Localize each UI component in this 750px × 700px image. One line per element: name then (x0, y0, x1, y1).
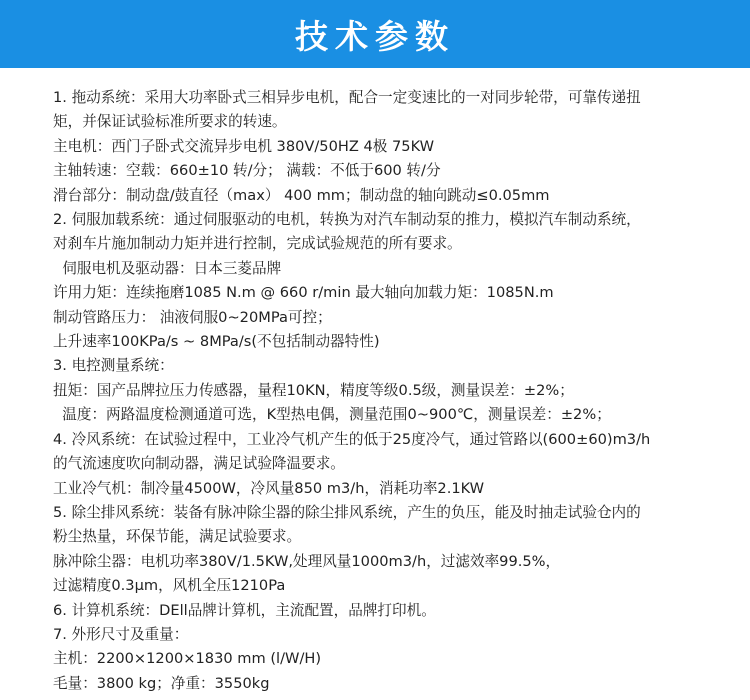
spec-text-block (0, 68, 750, 696)
spec-line: 扭矩：国产品牌拉压力传感器，量程10KN，精度等级0.5级，测量误差：±2%； (53, 381, 574, 399)
spec-line: 粉尘热量，环保节能，满足试验要求。 (53, 528, 302, 546)
spec-line: 5. 除尘排风系统：装备有脉冲除尘器的除尘排风系统，产生的负压，能及时抽走试验仓内的 (53, 503, 641, 521)
spec-line: 上升速率100KPa/s ~ 8MPa/s(不包括制动器特性) (53, 333, 380, 351)
spec-line: 工业冷气机：制冷量4500W，冷风量850 m3/h，消耗功率2.1KW (53, 479, 485, 497)
spec-line: 4. 冷风系统：在试验过程中，工业冷气机产生的低于25度冷气，通过管路以(600±60)m3/h (53, 430, 651, 448)
spec-line: 6. 计算机系统：DEll品牌计算机，主流配置，品牌打印机。 (53, 601, 436, 619)
spec-line: 主轴转速：空载：660±10 转/分； 满载：不低于600 转/分 (53, 162, 441, 180)
spec-line: 1. 拖动系统：采用大功率卧式三相异步电机，配合一定变速比的一对同步轮带，可靠传递扭 (53, 89, 641, 106)
spec-line: 滑台部分：制动盘/鼓直径（max） 400 mm；制动盘的轴向跳动≤0.05mm (53, 186, 550, 204)
spec-line: 3. 电控测量系统： (53, 357, 174, 375)
spec-line: 温度：两路温度检测通道可选，K型热电偶，测量范围0~900℃，测量误差：±2%； (53, 406, 611, 424)
spec-line: 过滤精度0.3μm，风机全压1210Pa (53, 577, 286, 595)
spec-line: 毛量：3800 kg；净重：3550kg (53, 674, 270, 692)
title-banner (0, 0, 750, 68)
spec-line: 7. 外形尺寸及重量： (53, 625, 189, 643)
spec-line: 矩，并保证试验标准所要求的转速。 (53, 113, 287, 131)
spec-line: 许用力矩：连续拖磨1085 N.m @ 660 r/min 最大轴向加载力矩：1085N.m (53, 284, 554, 302)
spec-line: 脉冲除尘器：电机功率380V/1.5KW,处理风量1000m3/h，过滤效率99.5%， (53, 552, 561, 570)
spec-line: 2. 伺服加载系统：通过伺服驱动的电机，转换为对汽车制动泵的推力，模拟汽车制动系统， (53, 211, 641, 229)
page-title: 技术参数 (295, 16, 455, 56)
spec-line: 对刹车片施加制动力矩并进行控制，完成试验规范的所有要求。 (53, 235, 462, 253)
spec-line: 制动管路压力： 油液伺服0~20MPa可控； (53, 308, 332, 326)
spec-line: 主电机：西门子卧式交流异步电机 380V/50HZ 4极 75KW (53, 137, 435, 155)
spec-line: 的气流速度吹向制动器，满足试验降温要求。 (53, 455, 345, 473)
spec-line: 伺服电机及驱动器：日本三菱品牌 (53, 259, 282, 277)
spec-line: 主机：2200×1200×1830 mm (l/W/H) (53, 650, 322, 668)
